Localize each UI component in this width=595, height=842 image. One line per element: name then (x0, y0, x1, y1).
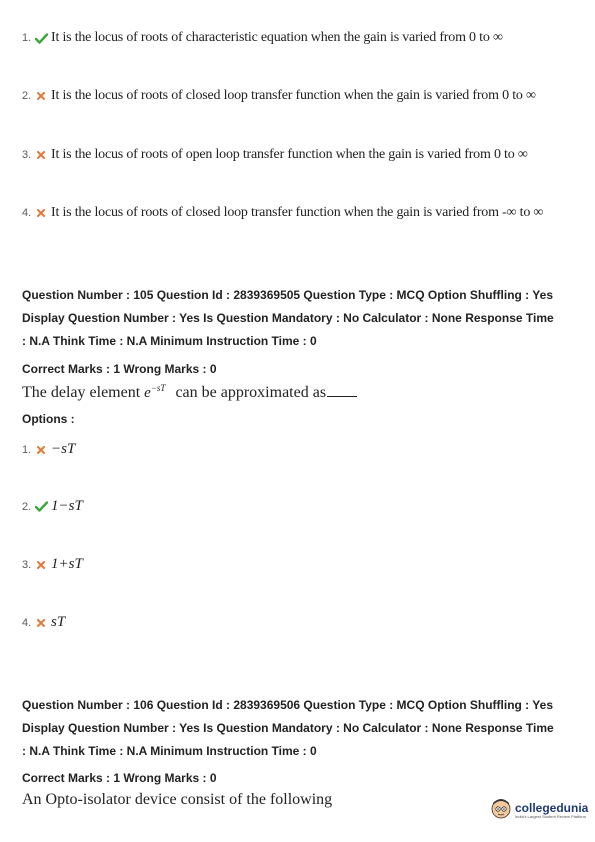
option-text: It is the locus of roots of closed loop transfer function when the gain is varied from 0 to ∞ (51, 88, 536, 103)
q105-option-1[interactable] (22, 441, 75, 458)
option-text: It is the locus of roots of open loop transfer function when the gain is varied from 0 to ∞ (51, 147, 528, 162)
expression-base: e (144, 385, 151, 401)
option-number: 1. (22, 32, 32, 44)
q105-options-label: Options : (22, 412, 75, 426)
option-number: 2. (22, 90, 32, 102)
option-text: It is the locus of roots of characteristic equation when the gain is varied from 0 to ∞ (51, 30, 503, 45)
cross-icon (34, 148, 48, 162)
meta-line: Display Question Number : Yes Is Question Mandatory : No Calculator : None Response Time (22, 311, 554, 325)
q104-option-2[interactable] (22, 88, 536, 104)
option-number: 4. (22, 207, 32, 219)
option-number: 2. (22, 500, 32, 513)
option-text: −sT (51, 441, 76, 457)
cross-icon (34, 89, 48, 103)
q104-option-3[interactable] (22, 147, 528, 163)
logo-name: collegedunia (515, 800, 589, 815)
q104-option-1[interactable] (22, 30, 503, 46)
cross-icon (34, 558, 48, 572)
answer-blank (327, 384, 357, 397)
check-icon (34, 31, 48, 45)
q105-meta (22, 284, 582, 353)
option-number: 1. (22, 443, 32, 456)
q104-option-4[interactable] (22, 205, 543, 221)
option-text: sT (51, 614, 66, 630)
question-suffix: can be approximated as (175, 384, 327, 401)
cross-icon (34, 443, 48, 457)
option-text: It is the locus of roots of closed loop transfer function when the gain is varied from -∞ to ∞ (51, 205, 544, 220)
option-number: 3. (22, 149, 32, 161)
expression-exponent: −sT (150, 383, 166, 393)
cross-icon (34, 206, 48, 220)
question-prefix: The delay element (22, 384, 141, 401)
delay-expression (144, 385, 165, 401)
q105-option-2[interactable] (22, 498, 83, 515)
meta-line: : N.A Think Time : N.A Minimum Instruction Time : 0 (22, 334, 317, 348)
collegedunia-logo[interactable] (490, 796, 588, 825)
meta-line: Display Question Number : Yes Is Question Mandatory : No Calculator : None Response Time (22, 721, 554, 735)
q105-marks: Correct Marks : 1 Wrong Marks : 0 (22, 362, 217, 376)
option-text: 1−sT (51, 498, 83, 514)
q105-option-3[interactable] (22, 556, 83, 573)
option-text: 1+sT (51, 556, 83, 572)
mascot-icon (490, 796, 512, 825)
q105-question-text (22, 383, 357, 402)
q106-marks: Correct Marks : 1 Wrong Marks : 0 (22, 771, 217, 785)
cross-icon (34, 616, 48, 630)
meta-line: Question Number : 105 Question Id : 2839369505 Question Type : MCQ Option Shuffling : Yes (22, 288, 553, 302)
option-number: 3. (22, 558, 32, 571)
q106-question-text: An Opto-isolator device consist of the following (22, 791, 333, 808)
q105-option-4[interactable] (22, 614, 65, 631)
check-icon (34, 500, 48, 514)
meta-line: : N.A Think Time : N.A Minimum Instruction Time : 0 (22, 744, 317, 758)
meta-line: Question Number : 106 Question Id : 2839369506 Question Type : MCQ Option Shuffling : Yes (22, 698, 553, 712)
q106-meta (22, 694, 582, 763)
option-number: 4. (22, 616, 32, 629)
logo-tagline: India's Largest Student Review Platform (515, 813, 587, 819)
